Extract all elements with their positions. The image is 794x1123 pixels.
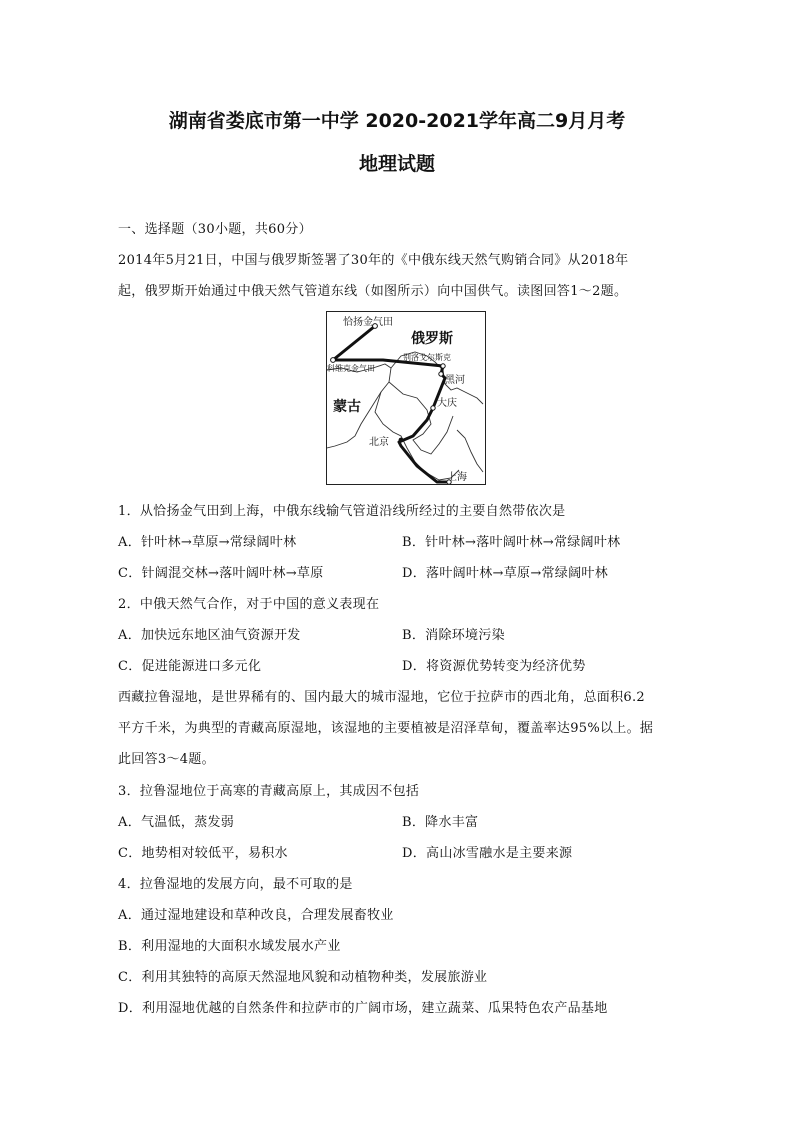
q3-stem: 3．拉鲁湿地位于高寒的青藏高原上，其成因不包括 [118, 784, 420, 799]
blagoveshchensk-point [441, 364, 445, 368]
q2-option-a: A．加快远东地区油气资源开发 [118, 628, 301, 643]
q4-stem: 4．拉鲁湿地的发展方向，最不可取的是 [118, 877, 353, 892]
passage2-line2: 平方千米，为典型的青藏高原湿地，该湿地的主要植被是沼泽草甸，覆盖率达95%以上。据 [118, 721, 654, 736]
kovykta-point [331, 358, 336, 363]
q2-stem: 2．中俄天然气合作，对于中国的意义表现在 [118, 597, 380, 612]
q4-option-d: D．利用湿地优越的自然条件和拉萨市的广阔市场，建立蔬菜、瓜果特色农产品基地 [118, 1001, 608, 1016]
passage1-line2: 起，俄罗斯开始通过中俄天然气管道东线（如图所示）向中国供气。读图回答1～2题。 [118, 284, 628, 299]
beijing-point [399, 438, 404, 443]
q3-option-b: B．降水丰富 [402, 815, 479, 830]
q1-option-a: A．针叶林→草原→常绿阔叶林 [118, 535, 297, 550]
q1-option-c: C．针阔混交林→落叶阔叶林→草原 [118, 566, 324, 581]
heihe-label: 黑河 [445, 375, 465, 386]
shanghai-label: 上海 [447, 472, 467, 483]
mongolia-label: 蒙古 [333, 399, 361, 415]
q2-option-b: B．消除环境污染 [402, 628, 505, 643]
daqing-point [431, 406, 435, 410]
section-heading: 一、选择题（30小题，共60分） [118, 222, 312, 237]
heihe-point [439, 372, 443, 376]
korea-coast [457, 430, 483, 472]
passage2-line3: 此回答3～4题。 [118, 752, 215, 767]
chayanda-label: 恰扬金气田 [343, 317, 393, 328]
daqing-label: 大庆 [437, 398, 457, 409]
page-title: 湖南省娄底市第一中学 2020-2021学年高二9月月考 [168, 110, 626, 132]
q4-option-a: A．通过湿地建设和草种改良，合理发展畜牧业 [118, 908, 394, 923]
blagoveshchensk-label: 别洛戈尔斯克 [403, 353, 451, 362]
beijing-label: 北京 [369, 437, 389, 448]
q1-stem: 1．从恰扬金气田到上海，中俄东线输气管道沿线所经过的主要自然带依次是 [118, 504, 566, 519]
q1-option-d: D．落叶阔叶林→草原→常绿阔叶林 [402, 566, 609, 581]
q3-option-a: A．气温低，蒸发弱 [118, 815, 235, 830]
passage1-line1: 2014年5月21日，中国与俄罗斯签署了30年的《中俄东线天然气购销合同》从2018年 [118, 253, 629, 268]
q2-option-d: D．将资源优势转变为经济优势 [402, 659, 586, 674]
q1-option-b: B．针叶林→落叶阔叶林→常绿阔叶林 [402, 535, 621, 550]
q2-option-c: C．促进能源进口多元化 [118, 659, 262, 674]
q3-option-d: D．高山冰雪融水是主要来源 [402, 846, 573, 861]
page-subtitle: 地理试题 [358, 153, 435, 175]
q4-option-c: C．利用其独特的高原天然湿地风貌和动植物种类，发展旅游业 [118, 970, 488, 985]
passage2-line1: 西藏拉鲁湿地，是世界稀有的、国内最大的城市湿地，它位于拉萨市的西北角，总面积6.2 [118, 690, 645, 705]
russia-label: 俄罗斯 [411, 331, 453, 347]
kovykta-label: 科维克金气田 [327, 364, 375, 373]
q3-option-c: C．地势相对较低平，易积水 [118, 846, 288, 861]
q4-option-b: B．利用湿地的大面积水域发展水产业 [118, 939, 341, 954]
pipeline-map [326, 311, 486, 485]
